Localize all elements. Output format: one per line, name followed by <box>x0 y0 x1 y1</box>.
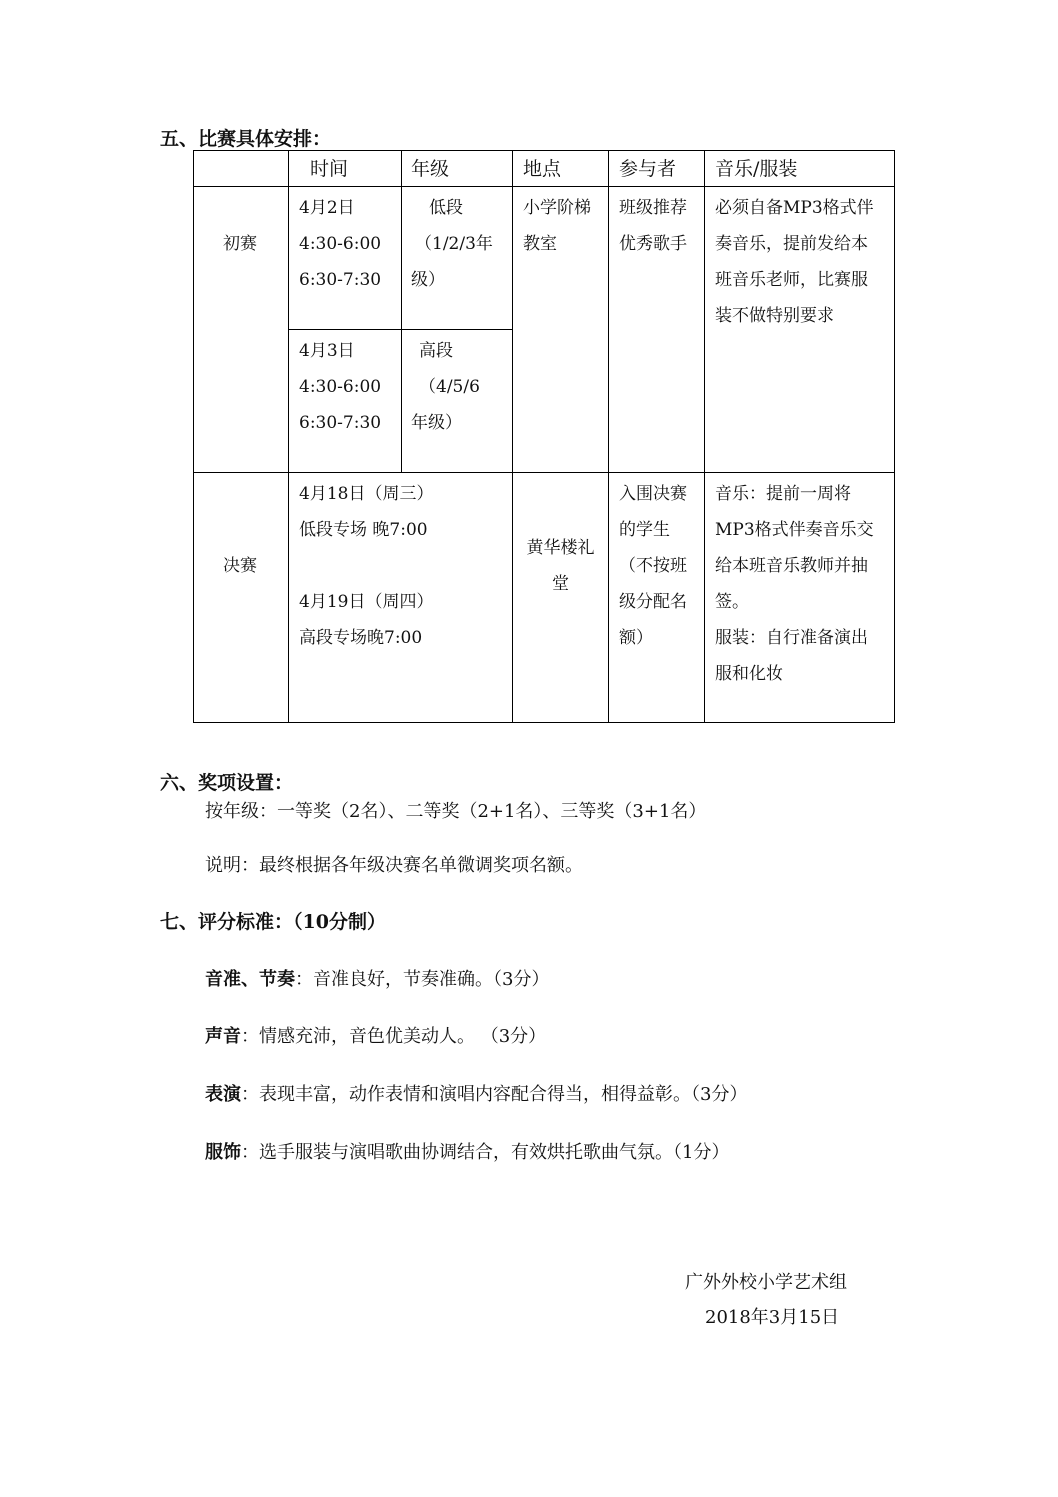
prelim-grade-2: 高段 （4/5/6 年级） <box>411 341 480 433</box>
stage-final: 决赛 <box>223 556 257 576</box>
header-music-costume: 音乐/服装 <box>715 158 798 180</box>
prelim-time-1: 4月2日 4:30-6:00 6:30-7:30 <box>299 198 382 290</box>
criteria-item: 表演：表现丰富，动作表情和演唱内容配合得当，相得益彰。（3分） <box>205 1084 748 1105</box>
header-venue: 地点 <box>523 158 562 180</box>
prelim-music-costume: 必须自备MP3格式伴 奏音乐，提前发给本 班音乐老师，比赛服 装不做特别要求 <box>715 198 874 326</box>
section7-title: 七、评分标准：（10分制） <box>160 911 386 933</box>
header-grade: 年级 <box>411 158 450 180</box>
prelim-venue: 小学阶梯 教室 <box>523 198 591 254</box>
criteria-item: 音准、节奏：音准良好，节奏准确。（3分） <box>205 969 550 990</box>
signature-date: 2018年3月15日 <box>705 1307 840 1328</box>
section5-title: 五、比赛具体安排： <box>160 128 332 150</box>
signature-org: 广外外校小学艺术组 <box>685 1272 847 1293</box>
final-time: 4月18日（周三） 低段专场 晚7:00 4月19日（周四） 高段专场晚7:00 <box>299 484 434 648</box>
awards-line: 按年级：一等奖（2名）、二等奖（2+1名）、三等奖（3+1名） <box>205 801 707 822</box>
final-venue: 黄华楼礼 堂 <box>526 538 595 594</box>
awards-note: 说明：最终根据各年级决赛名单微调奖项名额。 <box>205 855 583 876</box>
final-music-costume: 音乐：提前一周将 MP3格式伴奏音乐交 给本班音乐教师并抽 签。 服装：自行准备演出 服和化妆 <box>715 484 874 684</box>
header-participants: 参与者 <box>619 158 677 180</box>
criteria-item: 服饰：选手服装与演唱歌曲协调结合，有效烘托歌曲气氛。（1分） <box>205 1142 730 1163</box>
schedule-table <box>193 150 895 723</box>
criteria-item: 声音：情感充沛，音色优美动人。 （3分） <box>205 1026 547 1047</box>
prelim-participants: 班级推荐 优秀歌手 <box>619 198 687 254</box>
prelim-time-2: 4月3日 4:30-6:00 6:30-7:30 <box>299 341 382 433</box>
header-time: 时间 <box>310 158 349 180</box>
prelim-grade-1: 低段 （1/2/3年 级） <box>411 198 493 290</box>
stage-prelim: 初赛 <box>223 234 257 254</box>
section6-title: 六、奖项设置： <box>160 772 294 794</box>
final-participants: 入围决赛 的学生 （不按班 级分配名 额） <box>619 484 687 648</box>
